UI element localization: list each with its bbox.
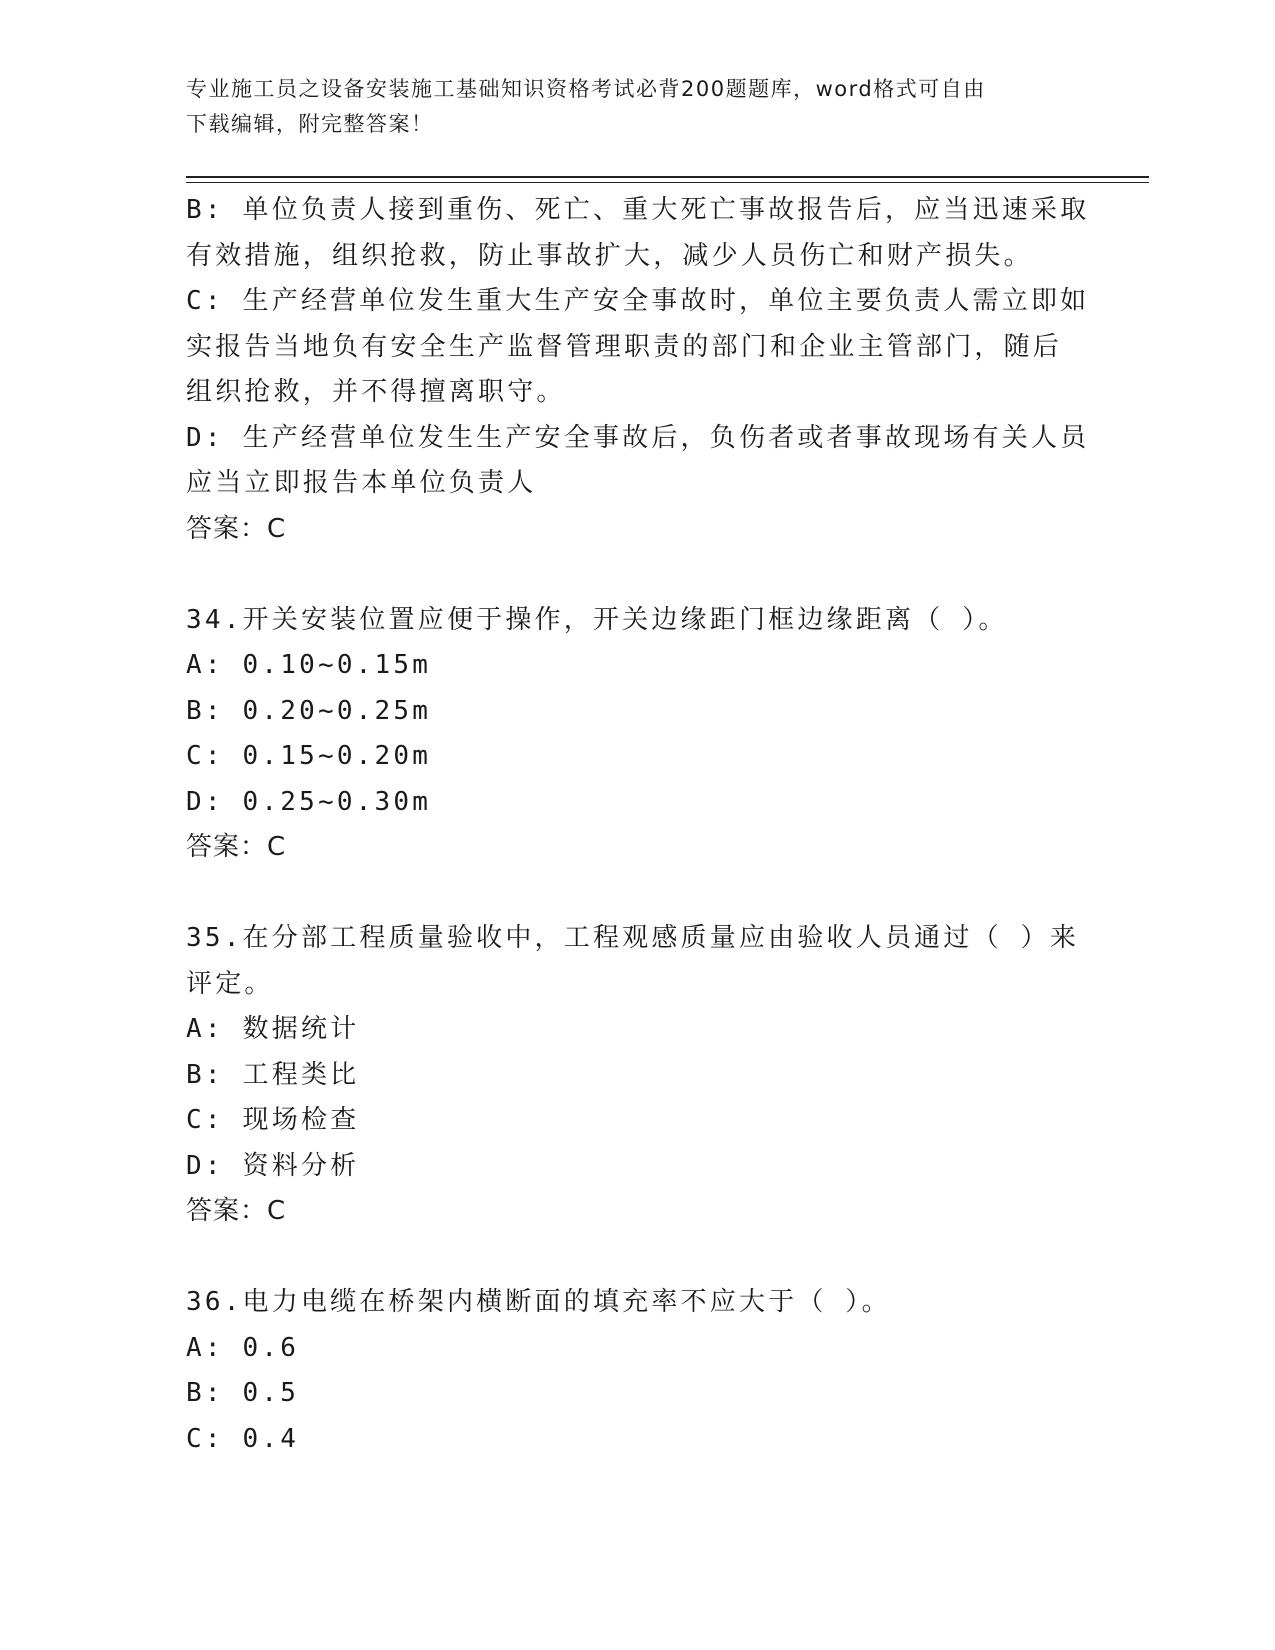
q35-question-line-2: 评定。 — [186, 968, 274, 999]
q36-option-c: C: 0.4 — [186, 1423, 300, 1454]
q35-option-b: B: 工程类比 — [186, 1059, 360, 1090]
header-title-line-2: 下载编辑，附完整答案！ — [186, 112, 434, 136]
q34-answer: 答案：C — [186, 832, 287, 862]
q33-option-b-line-2: 有效措施，组织抢救，防止事故扩大，减少人员伤亡和财产损失。 — [186, 240, 1033, 271]
q33-option-c-line-1: C: 生产经营单位发生重大生产安全事故时，单位主要负责人需立即如 — [186, 286, 1090, 316]
spacer — [186, 871, 1086, 917]
spacer — [186, 552, 1086, 598]
question-list — [186, 188, 1090, 1462]
q35-question-line-1: 35.在分部工程质量验收中，工程观感质量应由验收人员通过（ ）来 — [186, 923, 1080, 953]
question-34-block — [186, 598, 1086, 871]
q33-option-c-line-3: 组织抢救，并不得擅离职守。 — [186, 377, 566, 407]
spacer — [186, 1235, 1086, 1281]
q34-option-b: B: 0.20~0.25m — [186, 695, 432, 726]
q35-answer: 答案：C — [186, 1196, 287, 1226]
q34-question: 34.开关安装位置应便于操作，开关边缘距门框边缘距离（ ）。 — [186, 604, 1008, 635]
q36-option-a: A: 0.6 — [186, 1332, 300, 1363]
page-header — [186, 72, 1066, 142]
q33-option-d-line-2: 应当立即报告本单位负责人 — [186, 468, 537, 498]
question-36-block — [186, 1280, 1086, 1462]
q35-option-a: A: 数据统计 — [186, 1014, 360, 1044]
q34-option-c: C: 0.15~0.20m — [186, 741, 432, 771]
q34-option-d: D: 0.25~0.30m — [186, 786, 432, 817]
q33-option-c-line-2: 实报告当地负有安全生产监督管理职责的部门和企业主管部门，随后 — [186, 331, 1063, 362]
header-title-line-1: 专业施工员之设备安装施工基础知识资格考试必背200题题库，word格式可自由 — [186, 77, 986, 101]
q33-option-b-line-1: B: 单位负责人接到重伤、死亡、重大死亡事故报告后，应当迅速采取 — [186, 195, 1090, 225]
header-rule-thin — [186, 182, 1149, 183]
question-33-block — [186, 188, 1090, 552]
header-rule-thick — [186, 176, 1149, 178]
q36-option-b: B: 0.5 — [186, 1378, 300, 1408]
q33-answer: 答案：C — [186, 513, 287, 544]
q34-option-a: A: 0.10~0.15m — [186, 650, 432, 680]
question-35-block — [186, 916, 1086, 1235]
q35-option-c: C: 现场检查 — [186, 1105, 360, 1135]
q36-question: 36.电力电缆在桥架内横断面的填充率不应大于（ ）。 — [186, 1287, 891, 1317]
q35-option-d: D: 资料分析 — [186, 1150, 360, 1181]
q33-option-d-line-1: D: 生产经营单位发生生产安全事故后，负伤者或者事故现场有关人员 — [186, 422, 1090, 453]
